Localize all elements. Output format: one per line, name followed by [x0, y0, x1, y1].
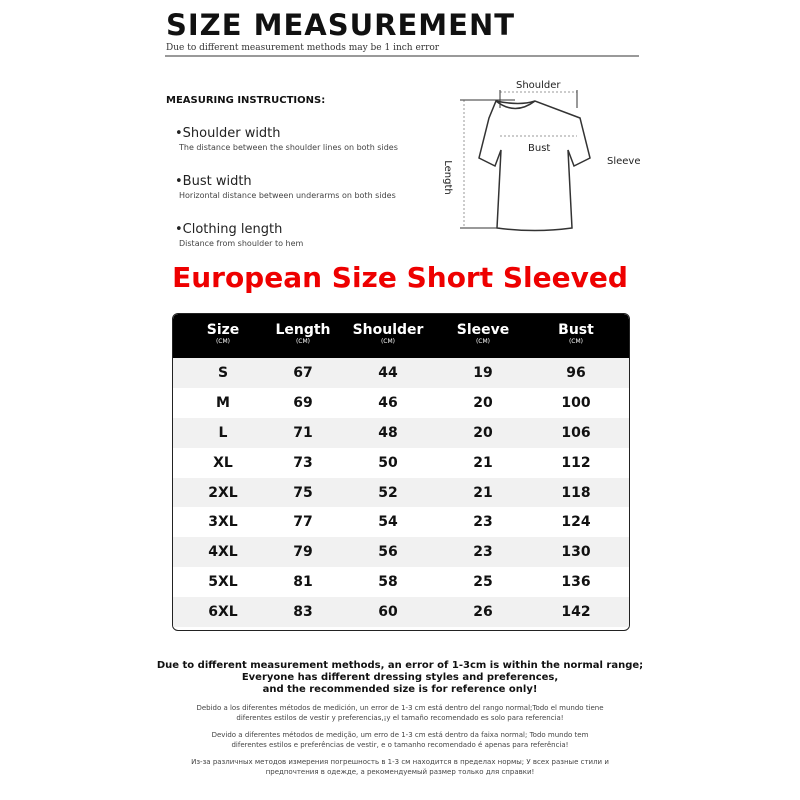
table-cell: 44 [378, 364, 398, 381]
table-cell: 100 [561, 394, 591, 411]
page-subtitle: Due to different measurement methods may be 1 inch error [166, 43, 440, 53]
table-cell: 4XL [208, 544, 238, 561]
note-en-3: and the recommended size is for reference only! [262, 684, 538, 695]
table-cell: 5XL [208, 574, 238, 591]
table-cell: M [216, 394, 230, 411]
table-cell: 20 [473, 424, 493, 441]
table-cell: 112 [561, 454, 591, 471]
table-row [173, 448, 629, 478]
table-row [173, 418, 629, 448]
instructions-heading: MEASURING INSTRUCTIONS: [166, 95, 326, 106]
table-cell: 20 [473, 394, 493, 411]
table-cell: 77 [293, 514, 313, 531]
header-cell [523, 314, 629, 358]
table-cell: 21 [473, 454, 493, 471]
header-unit: (CM) [295, 338, 311, 345]
instruction-bust [175, 174, 396, 200]
instruction-title: •Clothing length [175, 222, 283, 237]
table-cell: 58 [378, 574, 398, 591]
table-row [173, 388, 629, 418]
page-title: SIZE MEASUREMENT [166, 8, 516, 42]
instruction-desc: Distance from shoulder to hem [179, 239, 304, 248]
table-cell: 71 [293, 424, 313, 441]
table-cell: 83 [293, 604, 313, 621]
table-cell: L [218, 424, 228, 441]
table-header [173, 314, 629, 358]
notes [0, 660, 800, 777]
table-cell: XL [213, 454, 233, 471]
header-unit: (CM) [475, 338, 491, 345]
header-name: Bust [558, 322, 594, 338]
table-cell: 48 [378, 424, 398, 441]
instruction-title: •Shoulder width [175, 126, 281, 141]
label-shoulder: Shoulder [516, 80, 561, 91]
instruction-shoulder [175, 126, 398, 152]
instruction-desc: Horizontal distance between underarms on both sides [179, 191, 396, 200]
table-cell: 26 [473, 604, 493, 621]
table-cell: 136 [561, 574, 591, 591]
table-title: European Size Short Sleeved [172, 261, 628, 294]
note-en-2: Everyone has different dressing styles and preferences, [241, 672, 559, 683]
note-ru: Из-за различных методов измерения погрешность в 1-3 см находится в пределах нормы; У всех разные стили и предпочтения в одежде, а рекомендуемый размер только для справки! [191, 758, 609, 776]
table-cell: 130 [561, 544, 591, 561]
table-cell: 73 [293, 454, 313, 471]
table-row [173, 507, 629, 537]
table-cell: 69 [293, 394, 313, 411]
table-cell: S [217, 364, 229, 381]
label-bust: Bust [528, 143, 551, 154]
table-row [173, 537, 629, 567]
instruction-length [175, 222, 303, 248]
label-length: Length [441, 160, 453, 195]
header-cell [443, 314, 523, 358]
header-unit: (CM) [568, 338, 584, 345]
table-cell: 2XL [208, 484, 238, 501]
table-cell: 46 [378, 394, 398, 411]
instruction-title: •Bust width [175, 174, 252, 189]
header-name: Size [206, 322, 240, 338]
header-cell [173, 314, 273, 358]
table-row [173, 478, 629, 508]
table-row [173, 567, 629, 597]
tshirt-diagram-icon [440, 78, 620, 253]
table-row [173, 358, 629, 388]
table-cell: 106 [561, 424, 591, 441]
table-cell: 124 [561, 514, 591, 531]
note-pt: Devido a diferentes métodos de medição, um erro de 1-3 cm está dentro da faixa normal; Todo mundo tem diferentes estilos e preferências de vestir, e o tamanho recomendado é apenas para referência! [211, 731, 589, 749]
note-es: Debido a los diferentes métodos de medición, un error de 1-3 cm está dentro del rango normal;Todo el mundo tiene diferentes estilos de vestir y preferencias,¡y el tamaño recomendado es solo para referencia! [196, 704, 604, 722]
table-cell: 54 [378, 514, 398, 531]
table-cell: 50 [378, 454, 398, 471]
note-en-1: Due to different measurement methods, an error of 1-3cm is within the normal range; [156, 660, 644, 671]
table-cell: 3XL [208, 514, 238, 531]
header-name: Sleeve [456, 322, 510, 338]
table-cell: 21 [473, 484, 493, 501]
table-cell: 96 [566, 364, 586, 381]
table-cell: 23 [473, 514, 493, 531]
table-cell: 6XL [208, 604, 238, 621]
table-row [173, 597, 629, 627]
table-cell: 25 [473, 574, 493, 591]
table-cell: 56 [378, 544, 398, 561]
table-cell: 60 [378, 604, 398, 621]
table-cell: 75 [293, 484, 313, 501]
header-cell [333, 314, 443, 358]
table-cell: 52 [378, 484, 398, 501]
table-cell: 142 [561, 604, 591, 621]
header-name: Length [275, 322, 331, 338]
header-unit: (CM) [380, 338, 396, 345]
table-cell: 81 [293, 574, 313, 591]
table-cell: 118 [561, 484, 591, 501]
table-cell: 23 [473, 544, 493, 561]
divider [165, 55, 639, 57]
table-cell: 67 [293, 364, 313, 381]
header-name: Shoulder [352, 322, 424, 338]
label-sleeve: Sleeve [607, 156, 641, 167]
instruction-desc: The distance between the shoulder lines on both sides [179, 143, 398, 152]
table-cell: 79 [293, 544, 313, 561]
table-cell: 19 [473, 364, 493, 381]
header-cell [273, 314, 333, 358]
header-unit: (CM) [215, 338, 231, 345]
size-table [172, 313, 630, 631]
